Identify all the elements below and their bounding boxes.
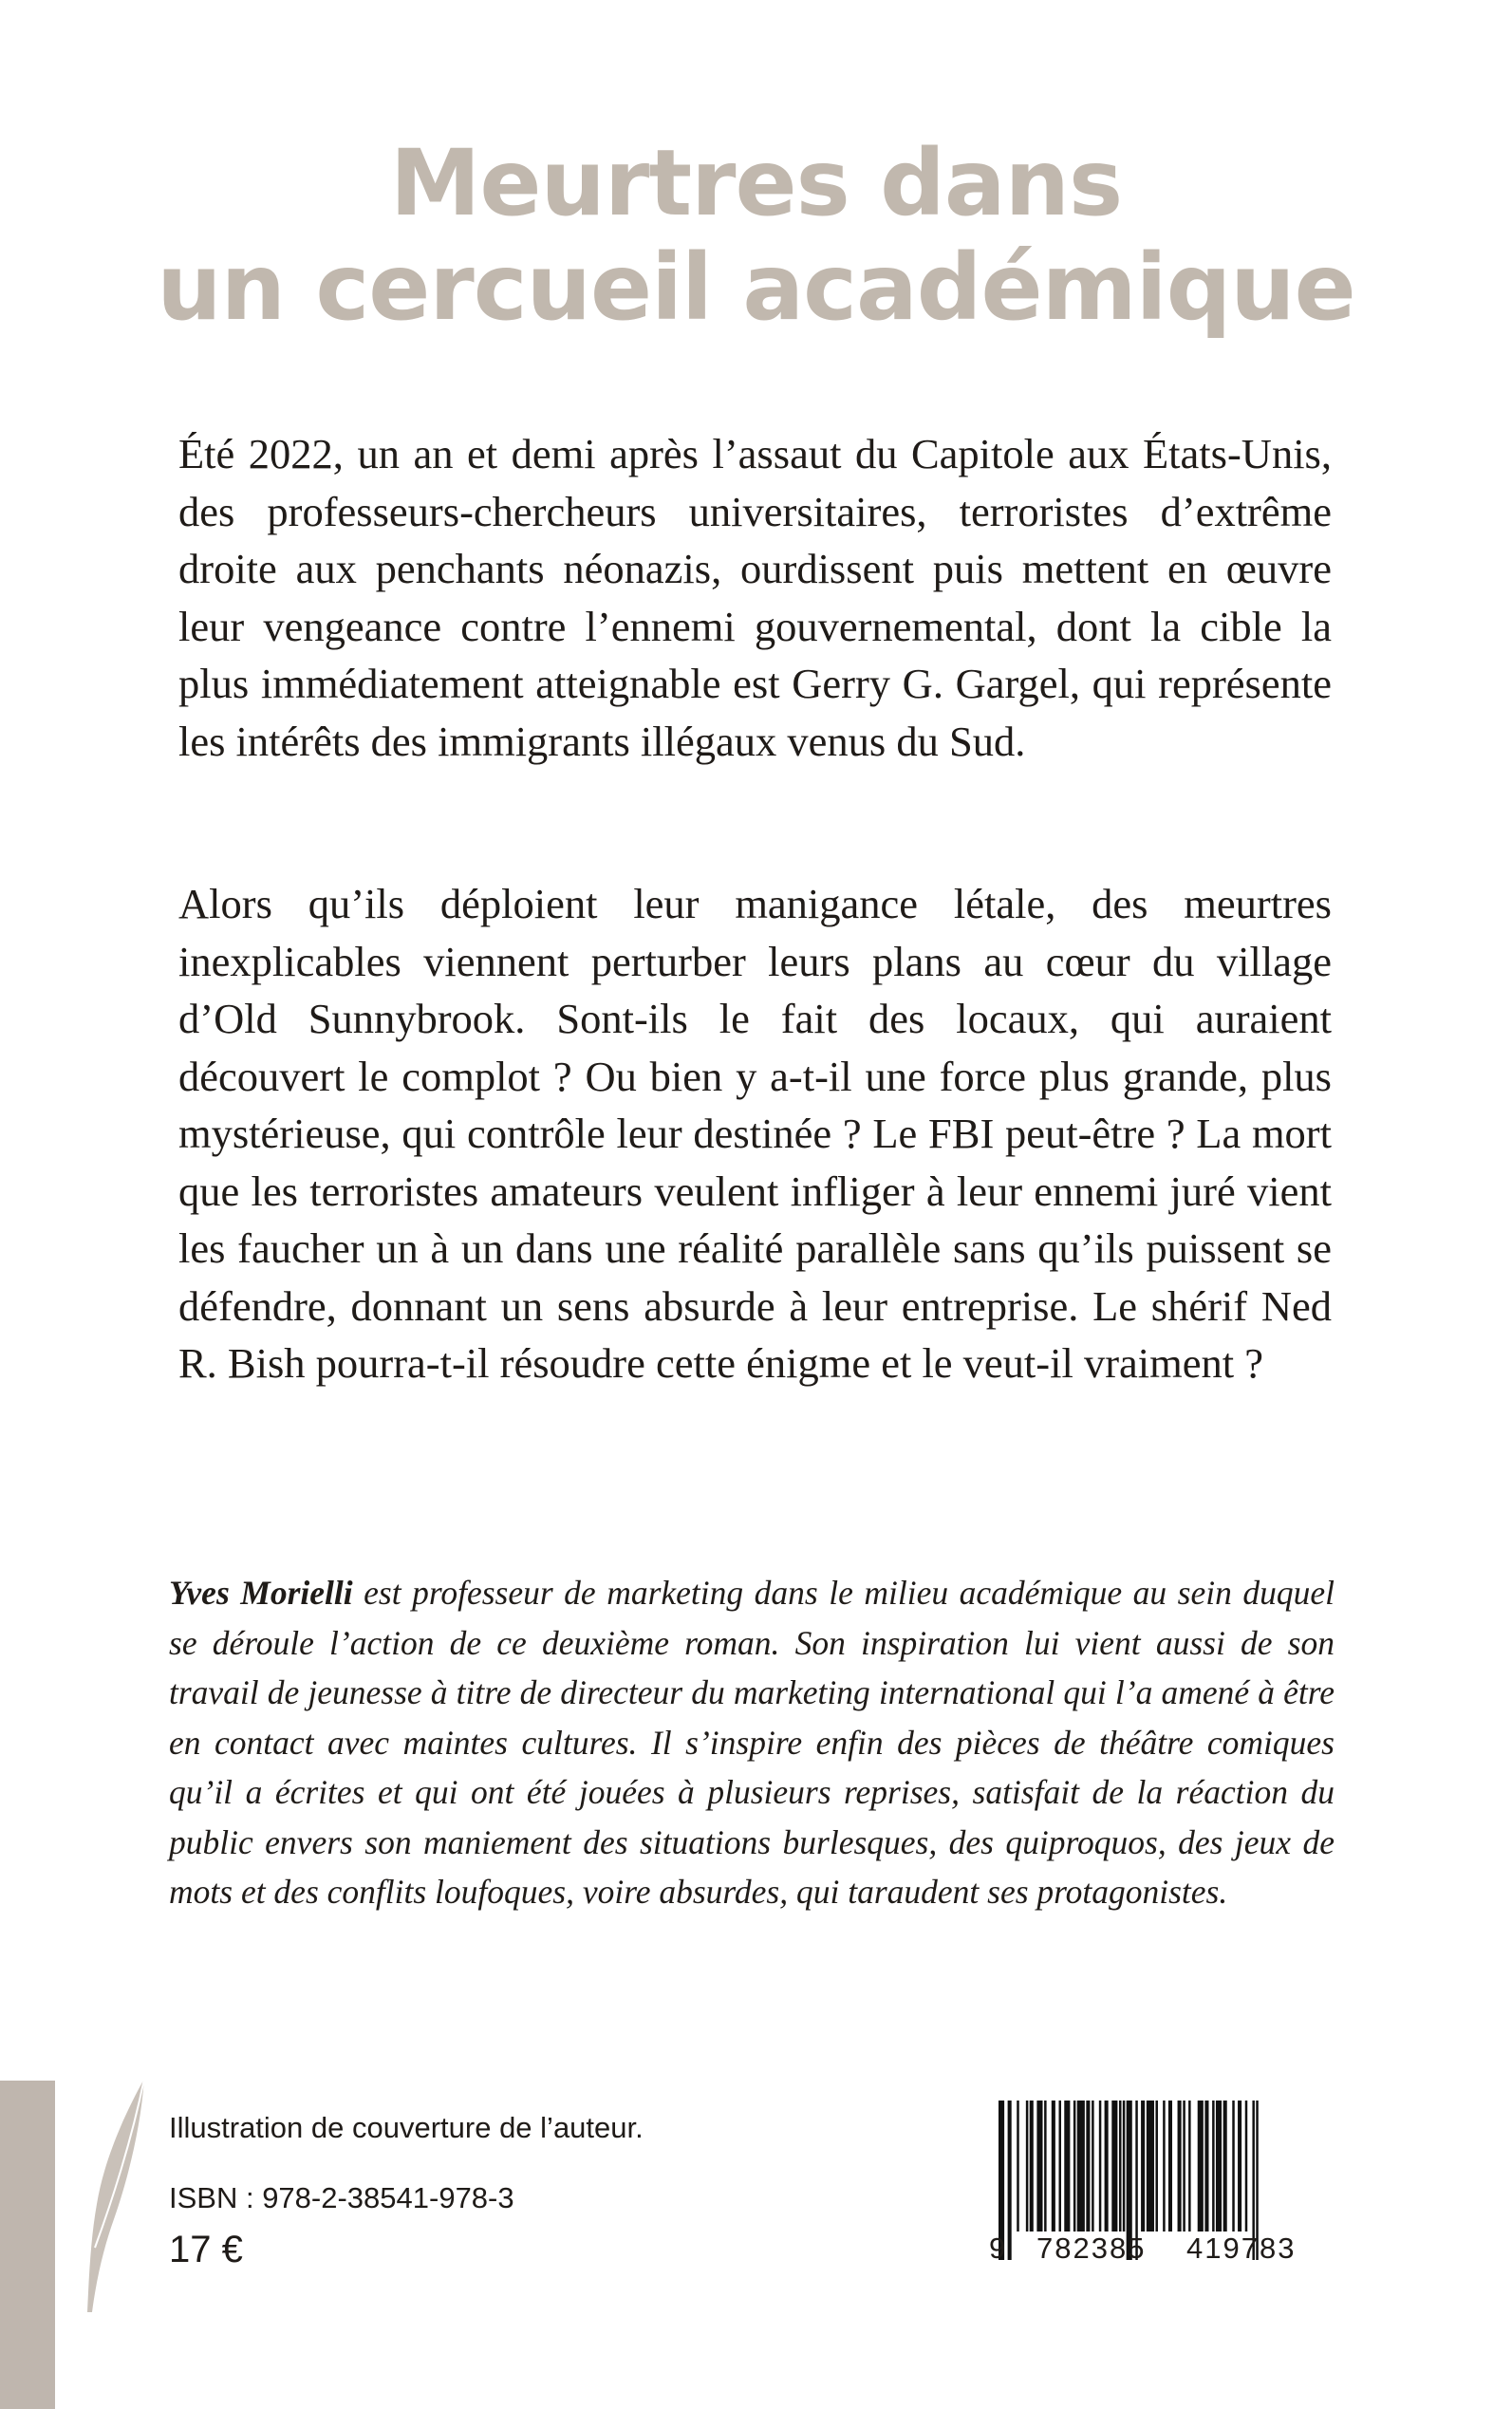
barcode-bar <box>1026 2101 1029 2232</box>
barcode-bar <box>1105 2101 1109 2232</box>
barcode-bar <box>1030 2101 1034 2232</box>
barcode-bar <box>1216 2101 1222 2232</box>
barcode-digit-first: 9 <box>989 2232 1006 2265</box>
synopsis-paragraph-2: Alors qu’ils déploient leur manigance létale, des meurtres inexplicables viennent perturber leurs plans au cœur du village d’Old Sunnybrook. Sont-ils le fait des locaux, qui auraient découvert le complot ? Ou bien y a-t-il une force plus grande, plus mystérieuse, qui contrôle leur destinée ? Le FBI peut-être ? La mort que les terroristes amateurs veulent infliger à leur ennemi juré vient les faucher un à un dans une réalité parallèle sans qu’ils puissent se défendre, donnant un sens absurde à leur entreprise. Le shérif Ned R. Bish pourra-t-il résoudre cette énigme et le veut-il vraiment ? <box>178 880 1332 1387</box>
barcode-bar <box>1223 2101 1227 2232</box>
price-text: 17 € <box>169 2229 243 2270</box>
barcode-bar <box>1058 2101 1061 2232</box>
barcode-bar <box>1204 2101 1208 2232</box>
barcode-bar <box>1238 2101 1241 2232</box>
barcode-bar <box>1188 2101 1191 2232</box>
barcode-bar <box>1198 2101 1204 2232</box>
barcode-bar <box>1052 2101 1055 2232</box>
barcode-bar <box>1111 2101 1117 2232</box>
author-bio <box>169 1568 1335 1917</box>
author-name: Yves Morielli <box>169 1574 353 1612</box>
barcode-bar <box>1141 2101 1145 2232</box>
barcode-bar <box>1212 2101 1215 2232</box>
isbn-text: ISBN : 978-2-38541-978-3 <box>169 2181 514 2214</box>
publisher-color-strip <box>0 2081 55 2409</box>
barcode-digits-left: 782385 <box>1036 2232 1147 2265</box>
book-title <box>0 131 1512 340</box>
barcode-bar <box>1092 2101 1094 2232</box>
author-bio-text: est professeur de marketing dans le milieu académique au sein duquel se déroule l’action de ce deuxième roman. Son inspiration lui vient aussi de son travail de jeunesse à titre de directeur du marketing international qui l’a amené à être en contact avec maintes cultures. Il s’inspire enfin des pièces de théâtre comiques qu’il a écrites et qui ont été jouées à plusieurs reprises, satisfait de la réaction du public envers son maniement des situations burlesques, des quiproquos, des jeux de mots et des conflits loufoques, voire absurdes, qui taraudent ses protagonistes. <box>169 1574 1335 1911</box>
barcode-bar <box>1155 2101 1158 2232</box>
barcode-bar <box>1064 2101 1070 2232</box>
barcode-bar <box>1119 2101 1122 2232</box>
barcode-bar <box>1044 2101 1047 2232</box>
barcode-bar <box>1163 2101 1166 2232</box>
barcode-bar <box>1183 2101 1185 2232</box>
barcode-bar <box>1099 2101 1102 2232</box>
barcode-bar <box>1178 2101 1182 2232</box>
illustration-credit: Illustration de couverture de l’auteur. <box>169 2111 644 2144</box>
barcode-bar <box>1086 2101 1090 2232</box>
barcode-digits-right: 419783 <box>1186 2232 1297 2265</box>
barcode-bar <box>1077 2101 1085 2232</box>
barcode-bar <box>1008 2101 1012 2260</box>
synopsis-paragraph-1: Été 2022, un an et demi après l’assaut du Capitole aux États-Unis, des professeurs-chercheurs universitaires, terroristes d’extrême droite aux penchants néonazis, ourdissent puis mettent en œuvre leur vengeance contre l’ennemi gouvernemental, dont la cible la plus immédiatement atteignable est Gerry G. Gargel, qui représente les intérêts des immigrants illégaux venus du Sud. <box>178 430 1332 765</box>
barcode-bar <box>1123 2101 1126 2232</box>
barcode-bar <box>1073 2101 1076 2232</box>
barcode-bar <box>1147 2101 1154 2232</box>
book-title-line-2: un cercueil académique <box>157 234 1355 341</box>
feather-icon <box>84 2077 152 2314</box>
barcode-bar <box>1232 2101 1235 2232</box>
barcode-bar <box>1245 2101 1248 2232</box>
barcode-bar <box>1036 2101 1042 2232</box>
book-title-line-1: Meurtres dans <box>389 130 1123 236</box>
barcode-bar <box>1017 2101 1019 2232</box>
barcode-bar <box>1168 2101 1172 2232</box>
